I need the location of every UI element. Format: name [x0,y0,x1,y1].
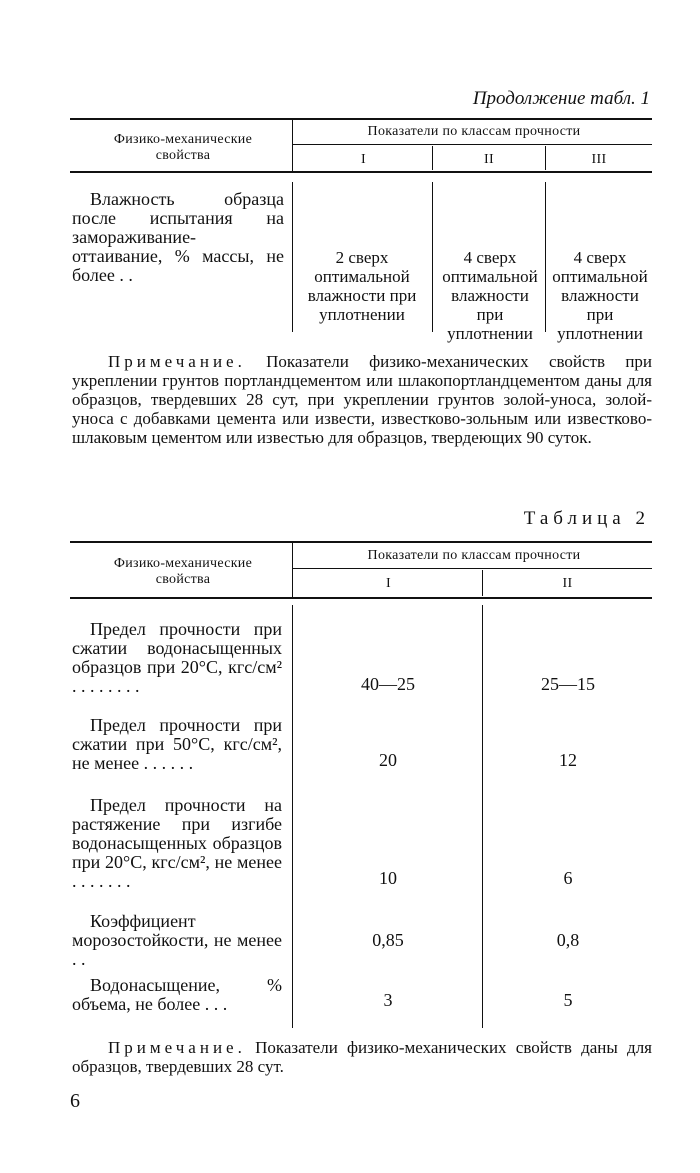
table1-class-3: III [591,152,607,167]
table1-class-1: I [361,152,366,167]
table2-header-property: Физико-механические свойства [113,556,253,587]
table1-class-2: II [484,152,494,167]
table2-row-2-property: Предел прочности при сжатии при 50°С, кгс/см², не менее . . . . . . [72,715,282,773]
table1-header-group: Показатели по классам прочности [367,124,581,139]
table1-note-text: Показатели физико-механических свойств при укреплении грунтов портландцементом или шлакопортландцементом даны для образцов, твердевших 28 сут, при укреплении грунтов золой-уноса, золой-уноса с добавками цемента или извести, известково-зольным или известково-шлаковым цементом или известью для образцов, твердеющих 90 суток. [72,352,653,447]
table2-row-1-value-2: 25—15 [541,674,595,694]
page-number: 6 [70,1090,80,1112]
table2-row-4-value-1: 0,85 [372,930,404,950]
table2-row-4-value-2: 0,8 [556,930,580,950]
table1-header-bottom-rule [70,171,652,173]
table1-top-rule [70,118,652,120]
table1-note [72,352,652,447]
table2-body-vline-1 [292,605,293,1028]
table1-body-vline-3 [545,182,546,332]
table2-row-2-value-2: 12 [559,750,577,770]
table2-row-5-value-1: 3 [383,990,393,1010]
table1-note-label: Примечание. [108,352,246,371]
table2-row-1-value-1: 40—25 [361,674,415,694]
table1-row-property: Влажность образца после испытания на замораживание-оттаивание, % массы, не более . . [72,189,284,285]
table2-note-text: Показатели физико-механических свойств даны для образцов, твердевших 28 сут. [72,1038,653,1076]
table2-row-1-property: Предел прочности при сжатии водонасыщенных образцов при 20°С, кгс/см² . . . . . . . . [72,619,282,696]
table2-header-bottom-rule [70,597,652,599]
table2-class-2: II [562,576,573,591]
table1-header-vline [292,120,293,172]
table2-row-5-property: Водонасыщение, % объема, не более . . . [72,975,282,1014]
table1-header-property: Физико-механические свойства [113,132,253,163]
table1-body-vline-1 [292,182,293,332]
table2-top-rule [70,541,652,543]
table1-row-value-1: 2 сверх оптимальной влажности при уплотнении [307,248,417,324]
table2-class-1: I [386,576,391,591]
table2-note-label: Примечание. [108,1038,246,1057]
table2-row-3-value-2: 6 [563,868,573,888]
table2-note [72,1038,652,1076]
table2-row-5-value-2: 5 [563,990,573,1010]
table2-row-2-value-1: 20 [379,750,397,770]
table1-caption: Продолжение табл. 1 [472,88,650,109]
table2-caption: Таблица 2 [523,508,650,529]
table1-body-vline-2 [432,182,433,332]
table2-header-group: Показатели по классам прочности [367,548,581,563]
table2-row-3-property: Предел прочности на растяжение при изгибе водонасыщенных образцов при 20°С, кгс/см², не менее . . . . . . . [72,795,282,891]
table1-row-value-3: 4 сверх оптимальной влажности при уплотнении [552,248,648,343]
table2-header-vline [292,543,293,598]
table2-group-rule [292,568,652,569]
table1-group-rule [292,144,652,145]
table2-row-3-value-1: 10 [379,868,397,888]
table2-row-4-property: Коэффициент морозостойкости, не менее . . [72,911,282,969]
table1-row-value-2: 4 сверх оптимальной влажности при уплотнении [442,248,538,343]
table2-body-vline-2 [482,605,483,1028]
